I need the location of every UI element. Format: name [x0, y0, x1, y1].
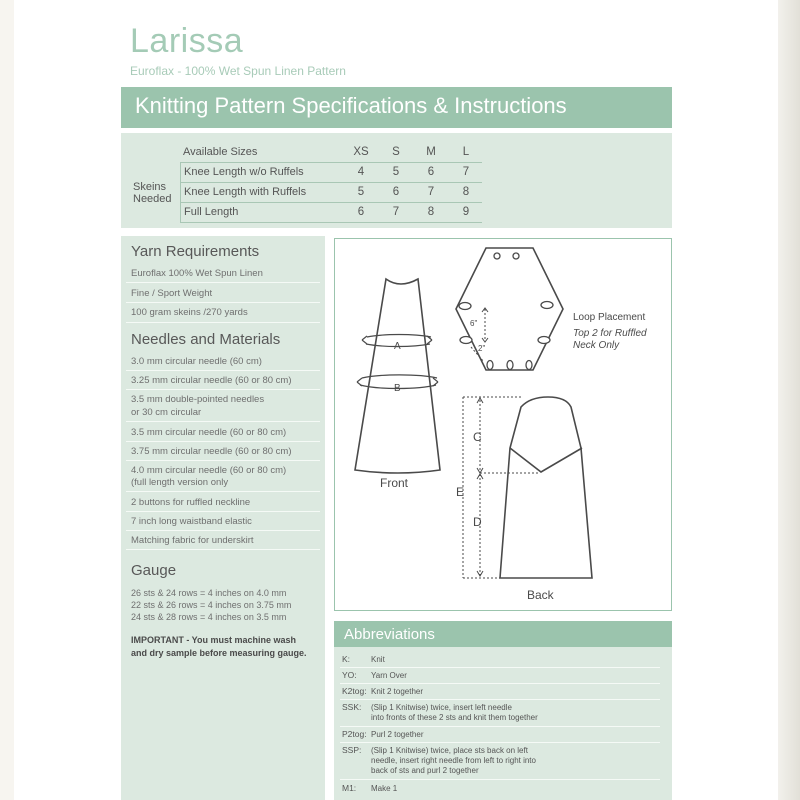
abbreviation-divider — [340, 726, 660, 727]
spec-cell: 4 — [357, 166, 365, 178]
pattern-title: Larissa — [130, 22, 244, 60]
spec-cell: 5 — [357, 186, 365, 198]
spec-cell: 9 — [462, 206, 470, 218]
back-label: Back — [527, 588, 554, 602]
spec-cell: 7 — [462, 166, 470, 178]
yarn-item: Euroflax 100% Wet Spun Linen — [131, 268, 263, 279]
front-label: Front — [380, 476, 409, 490]
needle-item: 7 inch long waistband elastic — [131, 516, 252, 527]
abbreviation-definition: back of sts and purl 2 together — [371, 766, 479, 775]
yarn-item: 100 gram skeins /270 yards — [131, 307, 248, 318]
abbreviation-divider — [340, 699, 660, 700]
abbreviation-divider — [340, 742, 660, 743]
spec-row-label: Knee Length with Ruffels — [184, 186, 307, 198]
skeins-label: Needed — [133, 193, 172, 205]
abbreviation-divider — [340, 683, 660, 684]
spec-cell: 8 — [427, 206, 435, 218]
abbreviation-key: K2tog: — [342, 686, 367, 696]
spec-row-label: Full Length — [184, 206, 239, 218]
abbreviation-definition: (Slip 1 Knitwise) twice, place sts back on left — [371, 746, 528, 755]
size-header: XS — [353, 146, 369, 158]
needle-item: 3.75 mm circular needle (60 or 80 cm) — [131, 446, 292, 457]
spec-cell: 6 — [357, 206, 365, 218]
abbreviation-divider — [340, 779, 660, 780]
spec-cell: 6 — [392, 186, 400, 198]
abbreviation-definition: into fronts of these 2 sts and knit them together — [371, 713, 538, 722]
dim-two-inch: 2" — [478, 344, 486, 353]
loop-placement-note: Top 2 for Ruffled — [573, 328, 647, 339]
available-sizes-label: Available Sizes — [183, 146, 258, 158]
abbreviation-definition: (Slip 1 Knitwise) twice, insert left needle — [371, 703, 512, 712]
spec-cell: 6 — [427, 166, 435, 178]
abbreviation-definition: Yarn Over — [371, 671, 407, 680]
loop-placement-note: Neck Only — [573, 340, 620, 351]
measure-e-label: E — [456, 485, 465, 499]
dim-six-inch: 6" — [470, 319, 478, 328]
measure-b-label: B — [394, 383, 401, 394]
needle-item: 3.5 mm double-pointed needles — [131, 394, 265, 405]
spec-cell: 8 — [462, 186, 470, 198]
measure-d-label: D — [473, 515, 482, 529]
gauge-important-note: and dry sample before measuring gauge. — [131, 648, 307, 658]
abbreviation-definition: Knit 2 together — [371, 687, 424, 696]
yarn-item: Fine / Sport Weight — [131, 288, 213, 299]
back-piece-outline — [500, 397, 592, 578]
abbreviation-key: P2tog: — [342, 729, 367, 739]
abbreviation-definition: Make 1 — [371, 784, 398, 793]
gauge-important-note: IMPORTANT - You must machine wash — [131, 635, 297, 645]
size-header: S — [392, 146, 400, 158]
needle-item: or 30 cm circular — [131, 407, 202, 418]
abbreviation-key: SSK: — [342, 702, 362, 712]
loop-ovals — [459, 253, 553, 370]
yarn-heading: Yarn Requirements — [131, 243, 260, 260]
skeins-label: Skeins — [133, 181, 167, 193]
needle-item: 3.0 mm circular needle (60 cm) — [131, 356, 262, 367]
abbreviation-key: M1: — [342, 783, 357, 793]
needle-item: Matching fabric for underskirt — [131, 535, 254, 546]
size-header: L — [462, 146, 470, 158]
abbreviations-heading: Abbreviations — [344, 626, 435, 643]
abbreviation-definition: needle, insert right needle from left to right into — [371, 756, 536, 765]
size-header: M — [426, 146, 436, 158]
needles-heading: Needles and Materials — [131, 331, 281, 348]
abbreviation-definition: Knit — [371, 655, 385, 664]
spec-cell: 5 — [392, 166, 400, 178]
abbreviation-key: K: — [342, 654, 351, 664]
abbreviation-key: YO: — [342, 670, 357, 680]
needle-item: 2 buttons for ruffled neckline — [131, 497, 251, 508]
measure-a-label: A — [394, 341, 401, 352]
needle-item: 4.0 mm circular needle (60 or 80 cm) — [131, 465, 287, 476]
gauge-line: 22 sts & 26 rows = 4 inches on 3.75 mm — [131, 600, 292, 610]
abbreviation-key: SSP: — [342, 745, 362, 755]
spec-cell: 7 — [392, 206, 400, 218]
spec-cell: 7 — [427, 186, 435, 198]
loop-placement-label: Loop Placement — [573, 312, 646, 323]
gauge-heading: Gauge — [131, 562, 177, 579]
needle-item: 3.25 mm circular needle (60 or 80 cm) — [131, 375, 292, 386]
banner-title: Knitting Pattern Specifications & Instructions — [135, 93, 567, 118]
needle-item: 3.5 mm circular needle (60 or 80 cm) — [131, 427, 287, 438]
abbreviation-divider — [340, 667, 660, 668]
spec-row-label: Knee Length w/o Ruffels — [184, 166, 304, 178]
measure-c-label: C — [473, 430, 482, 444]
gauge-line: 26 sts & 24 rows = 4 inches on 4.0 mm — [131, 588, 287, 598]
abbreviation-definition: Purl 2 together — [371, 730, 424, 739]
pattern-subtitle: Euroflax - 100% Wet Spun Linen Pattern — [130, 64, 346, 78]
gauge-line: 24 sts & 28 rows = 4 inches on 3.5 mm — [131, 612, 287, 622]
needle-item: (full length version only — [131, 477, 229, 488]
